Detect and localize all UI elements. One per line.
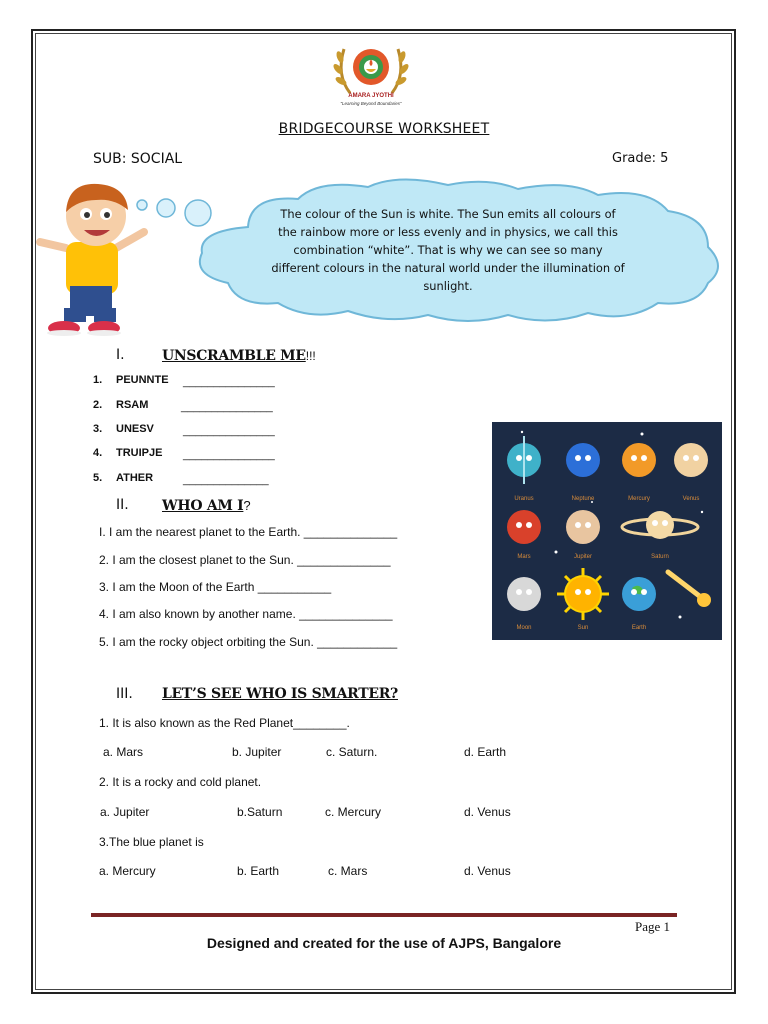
who-am-i-question: 2. I am the closest planet to the Sun. ______________ (99, 553, 391, 567)
school-logo (330, 35, 412, 111)
planet-label: Moon (516, 625, 532, 631)
planet-label: Mercury (628, 496, 650, 502)
who-am-i-question: I. I am the nearest planet to the Earth. ______________ (99, 525, 398, 539)
mcq-question: 1. It is also known as the Red Planet________. (99, 716, 350, 730)
mcq-question: 3.The blue planet is (99, 835, 204, 849)
section2-suffix: ? (243, 498, 251, 513)
mcq-option: a. Mercury (99, 864, 156, 878)
section3-title: LET’S SEE WHO IS SMARTER? (162, 686, 398, 702)
planet-label: Earth (631, 625, 647, 631)
planet-label: Neptune (571, 496, 595, 502)
planet-label: Sun (577, 625, 589, 631)
mcq-question: 2. It is a rocky and cold planet. (99, 775, 262, 789)
planet-label: Jupiter (573, 554, 592, 560)
mcq-option: d. Venus (464, 805, 511, 819)
mcq-option: d. Venus (464, 864, 511, 878)
who-am-i-question: 5. I am the rocky object orbiting the Sun. ____________ (99, 635, 398, 649)
cloud-fact-text: The colour of the Sun is white. The Sun emits all colours of the rainbow more or less evenly and in physics, we call this combination “white”. That is why we can see so many different colours in the natural world under the illumination of sunlight. (271, 207, 625, 293)
section3-number: III. (116, 686, 133, 702)
mcq-option: c. Mars (328, 864, 368, 878)
subject-label: SUB: SOCIAL (93, 151, 183, 167)
mcq-option: b. Jupiter (232, 745, 282, 759)
laurel-emblem-icon (330, 35, 412, 111)
footer-credit: Designed and created for the use of AJPS, Bangalore (206, 935, 562, 951)
section1-suffix: !!! (305, 349, 316, 363)
mcq-option: a. Jupiter (100, 805, 150, 819)
planets-illustration (492, 422, 722, 640)
page-number: Page 1 (635, 919, 671, 934)
logo-tagline: "Learning Beyond Boundaries" (340, 101, 402, 106)
section2-title: WHO AM I (162, 498, 244, 514)
who-am-i-question: 3. I am the Moon of the Earth ___________ (99, 580, 332, 594)
planet-label: Uranus (514, 496, 534, 502)
section1-number: I. (116, 347, 125, 363)
mcq-option: c. Mercury (325, 805, 382, 819)
footer-rule (91, 913, 677, 917)
section1-title: UNSCRAMBLE ME (162, 348, 306, 364)
mcq-option: b. Earth (237, 864, 280, 878)
section2-heading (162, 497, 251, 515)
who-am-i-question: 4. I am also known by another name. ______________ (99, 607, 393, 621)
planets-icon (492, 422, 722, 640)
section1-heading (162, 347, 316, 365)
planet-label: Venus (682, 496, 700, 502)
mcq-option: d. Earth (464, 745, 507, 759)
section2-number: II. (116, 497, 129, 513)
logo-name: AMARA JYOTHI (348, 93, 394, 99)
planet-label: Saturn (651, 554, 669, 560)
mcq-option: b.Saturn (237, 805, 283, 819)
grade-label: Grade: 5 (612, 151, 669, 166)
worksheet-title: BRIDGECOURSE WORKSHEET (278, 121, 490, 137)
planet-label: Mars (517, 554, 531, 560)
mcq-option: a. Mars (103, 745, 144, 759)
mcq-option: c. Saturn. (326, 745, 378, 759)
